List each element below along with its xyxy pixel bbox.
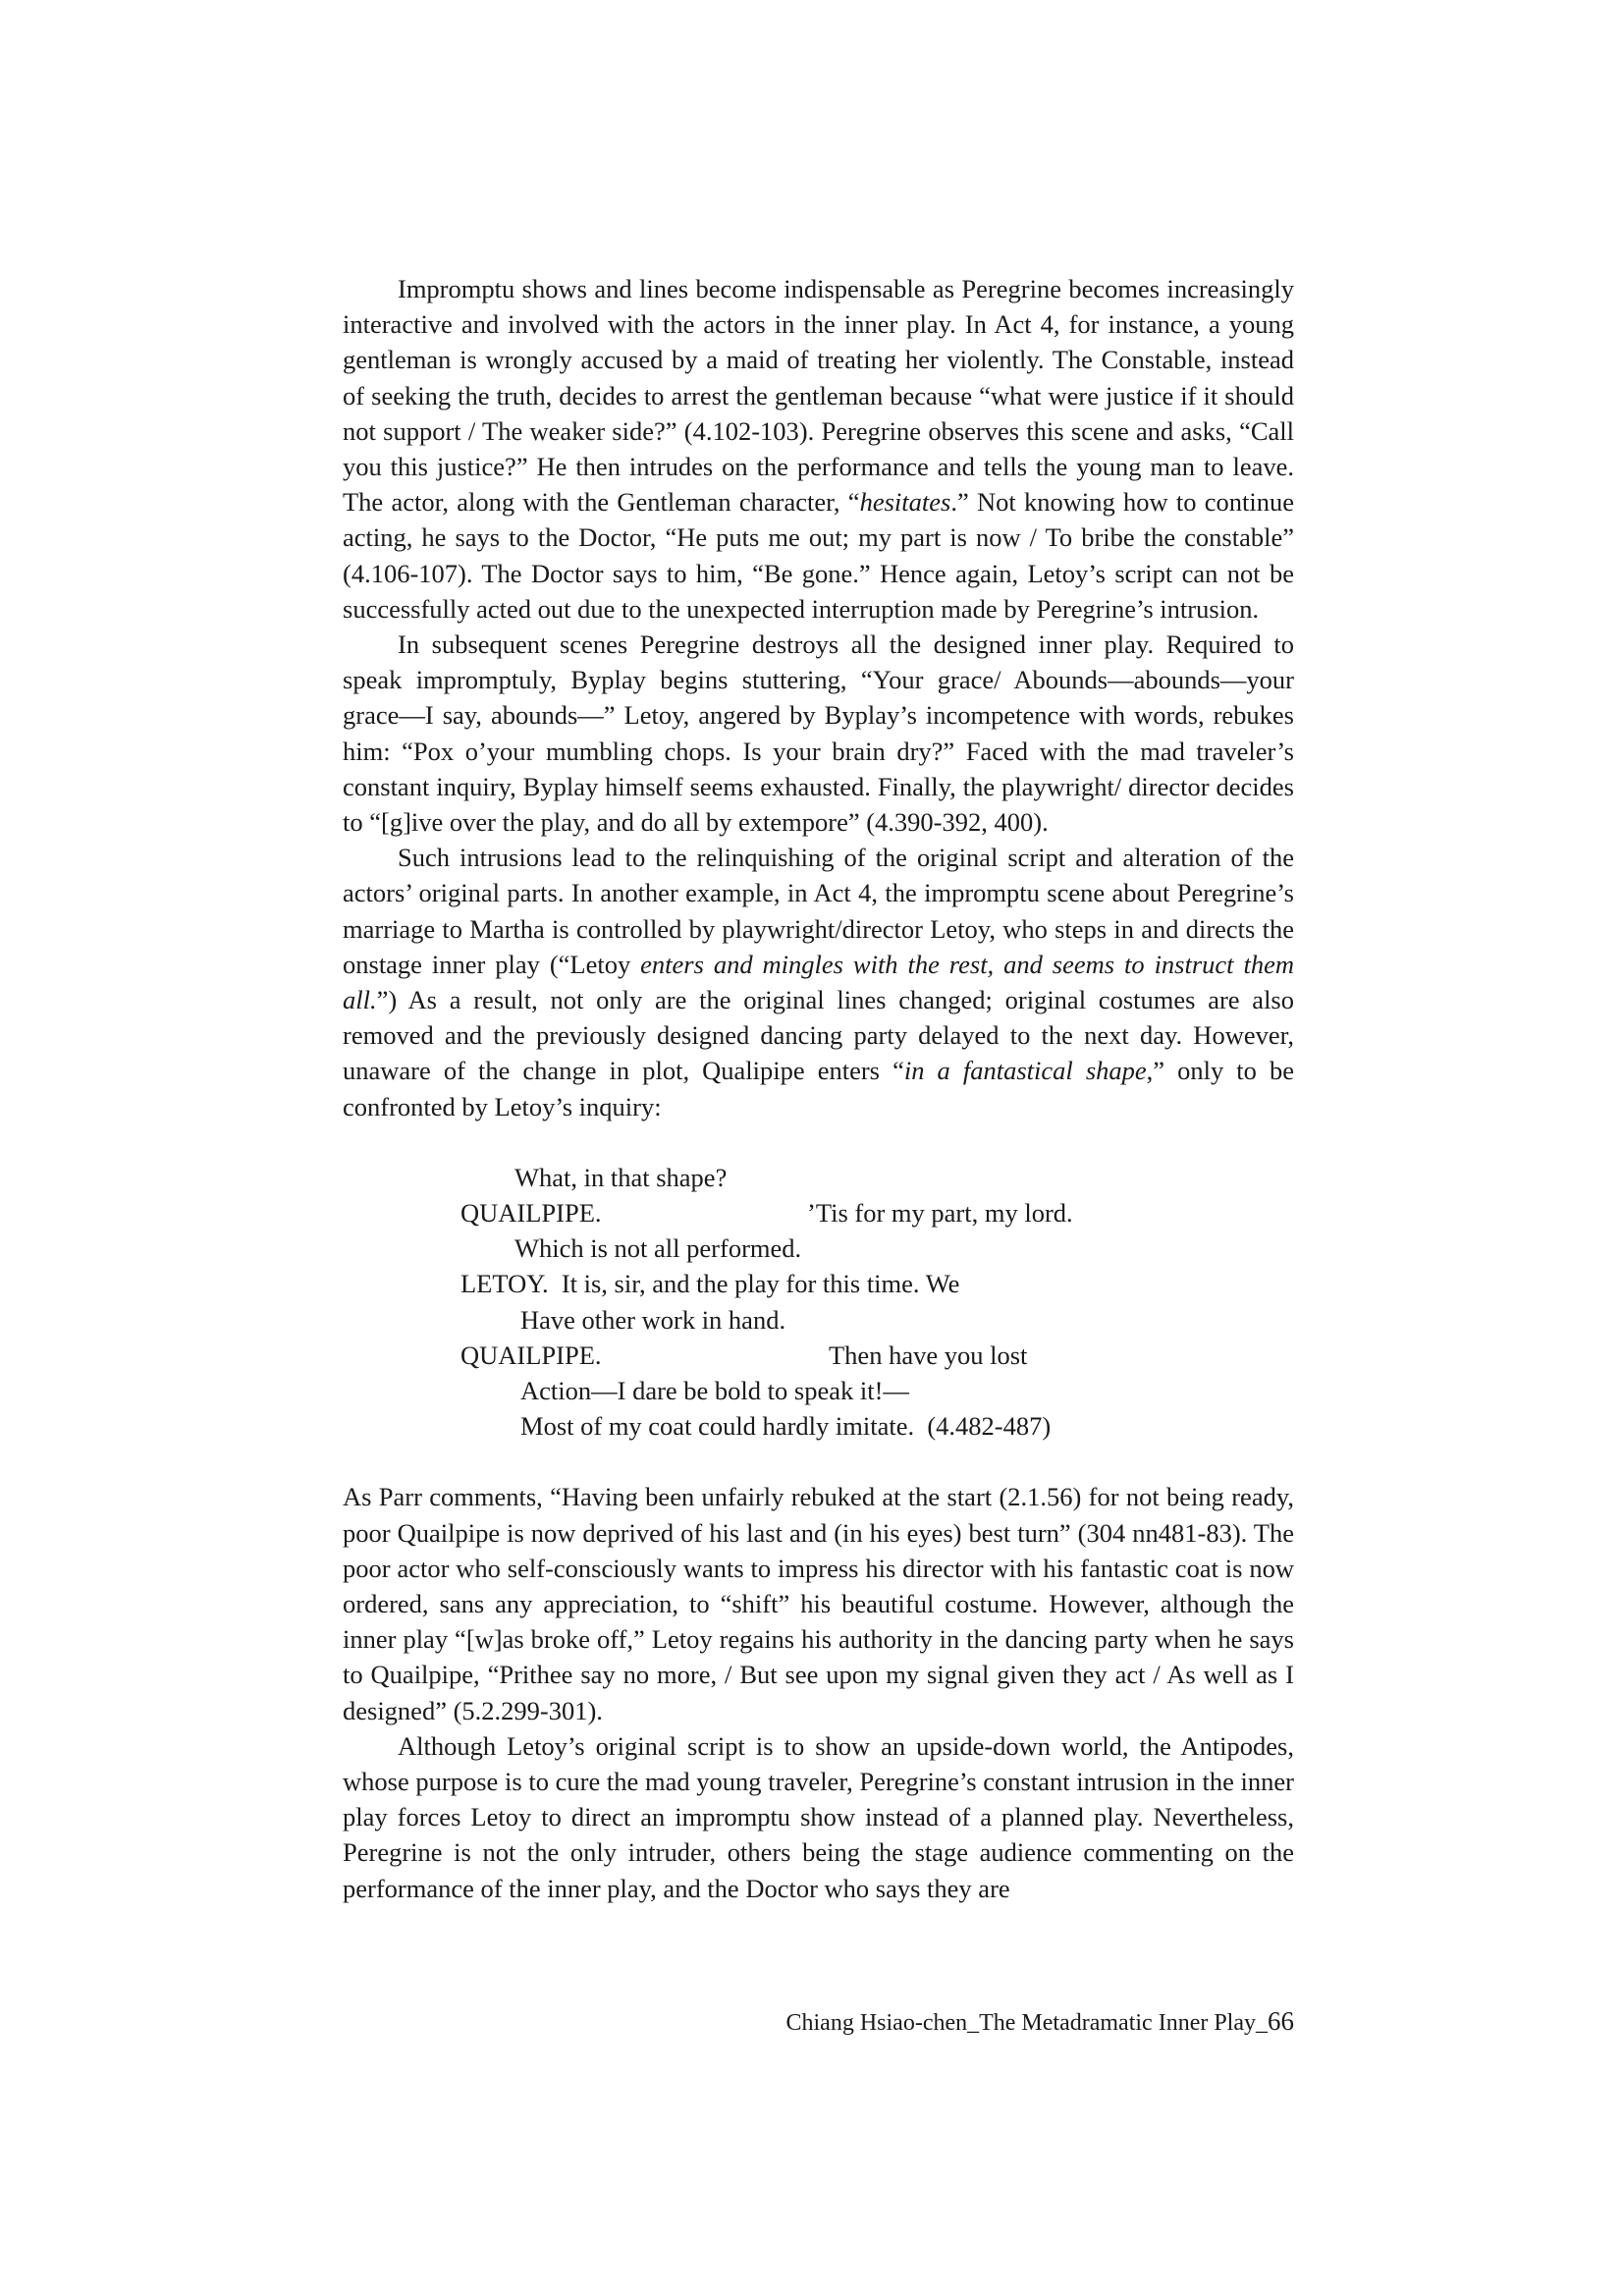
speaker-name: QUAILPIPE. xyxy=(460,1198,602,1229)
paragraph-1: Impromptu shows and lines become indispensable as Peregrine becomes increasingly interactive and involved with the actors in the inner play. In Act 4, for instance, a young gentleman is wrongly accused by a maid of treating her violently. The Constable, instead of seeking the truth, decides to arrest the gentleman because “what were justice if it should not support / The weaker side?” (4.102-103). Peregrine observes this scene and asks, “Call you this justice?” He then intrudes on the performance and tells the young man to leave. The actor, along with the Gentleman character, “hesitates.” Not knowing how to continue acting, he says to the Doctor, “He puts me out; my part is now / To bribe the constable” (4.106-107). The Doctor says to him, “Be gone.” Hence again, Letoy’s script can not be successfully acted out due to the unexpected interruption made by Peregrine’s intrusion. xyxy=(343,274,1294,624)
paragraph-2: In subsequent scenes Peregrine destroys all the designed inner play. Required to speak impromptuly, Byplay begins stuttering, “Your grace/ Abounds—abounds—your grace—I say, abounds—” Letoy, angered by Byplay’s incompetence with words, rebukes him: “Pox o’your mumbling chops. Is your brain dry?” Faced with the mad traveler’s constant inquiry, Byplay himself seems exhausted. Finally, the playwright/ director decides to “[g]ive over the play, and do all by extempore” (4.390-392, 400). xyxy=(343,629,1294,838)
running-footer xyxy=(759,2006,1294,2037)
page-body xyxy=(343,271,1294,1906)
speaker-name: QUAILPIPE. xyxy=(460,1339,602,1370)
verse-line: Most of my coat could hardly imitate. (4.482-487) xyxy=(520,1411,1052,1442)
verse-line: QUAILPIPE. Then have you lost xyxy=(460,1339,1028,1370)
running-head: Chiang Hsiao-chen_The Metadramatic Inner Play_ xyxy=(785,2010,1268,2036)
verse-line: QUAILPIPE. ’Tis for my part, my lord. xyxy=(460,1198,1073,1229)
paragraph-5: Although Letoy’s original script is to show an upside-down world, the Antipodes, whose purpose is to cure the mad young traveler, Peregrine’s constant intrusion in the inner play forces Letoy to direct an impromptu show instead of a planned play. Nevertheless, Peregrine is not the only intruder, others being the stage audience commenting on the performance of the inner play, and the Doctor who says they are xyxy=(343,1730,1294,1903)
paragraph-3: Such intrusions lead to the relinquishing of the original script and alteration of the actors’ original parts. In another example, in Act 4, the impromptu scene about Peregrine’s marriage to Martha is controlled by playwright/director Letoy, who steps in and directs the onstage inner play (“Letoy enters and mingles with the rest, and seems to instruct them all.”) As a result, not only are the original lines changed; original costumes are also removed and the previously designed dancing party delayed to the next day. However, unaware of the change in plot, Qualipipe enters “in a fantastical shape,” only to be confronted by Letoy’s inquiry: xyxy=(343,843,1295,1121)
verse-line: Which is not all performed. xyxy=(514,1233,802,1264)
verse-line: Have other work in hand. xyxy=(520,1304,786,1335)
page-number: 66 xyxy=(1268,2006,1294,2036)
verse-line: What, in that shape? xyxy=(514,1162,728,1192)
paragraph-4: As Parr comments, “Having been unfairly rebuked at the start (2.1.56) for not being ready, poor Quailpipe is now deprived of his last and (in his eyes) best turn” (304 nn481-83). The poor actor who self-consciously wants to impress his director with his fantastic coat is now ordered, sans any appreciation, to “shift” his beautiful costume. However, although the inner play “[w]as broke off,” Letoy regains his authority in the dancing party when he says to Quailpipe, “Prithee say no more, / But see upon my signal given they act / As well as I designed” (5.2.299-301). xyxy=(343,1482,1294,1725)
verse-quotation xyxy=(343,1160,1294,1445)
verse-line: LETOY. It is, sir, and the play for this time. We xyxy=(460,1269,960,1299)
verse-line: Action—I dare be bold to speak it!— xyxy=(520,1376,909,1405)
